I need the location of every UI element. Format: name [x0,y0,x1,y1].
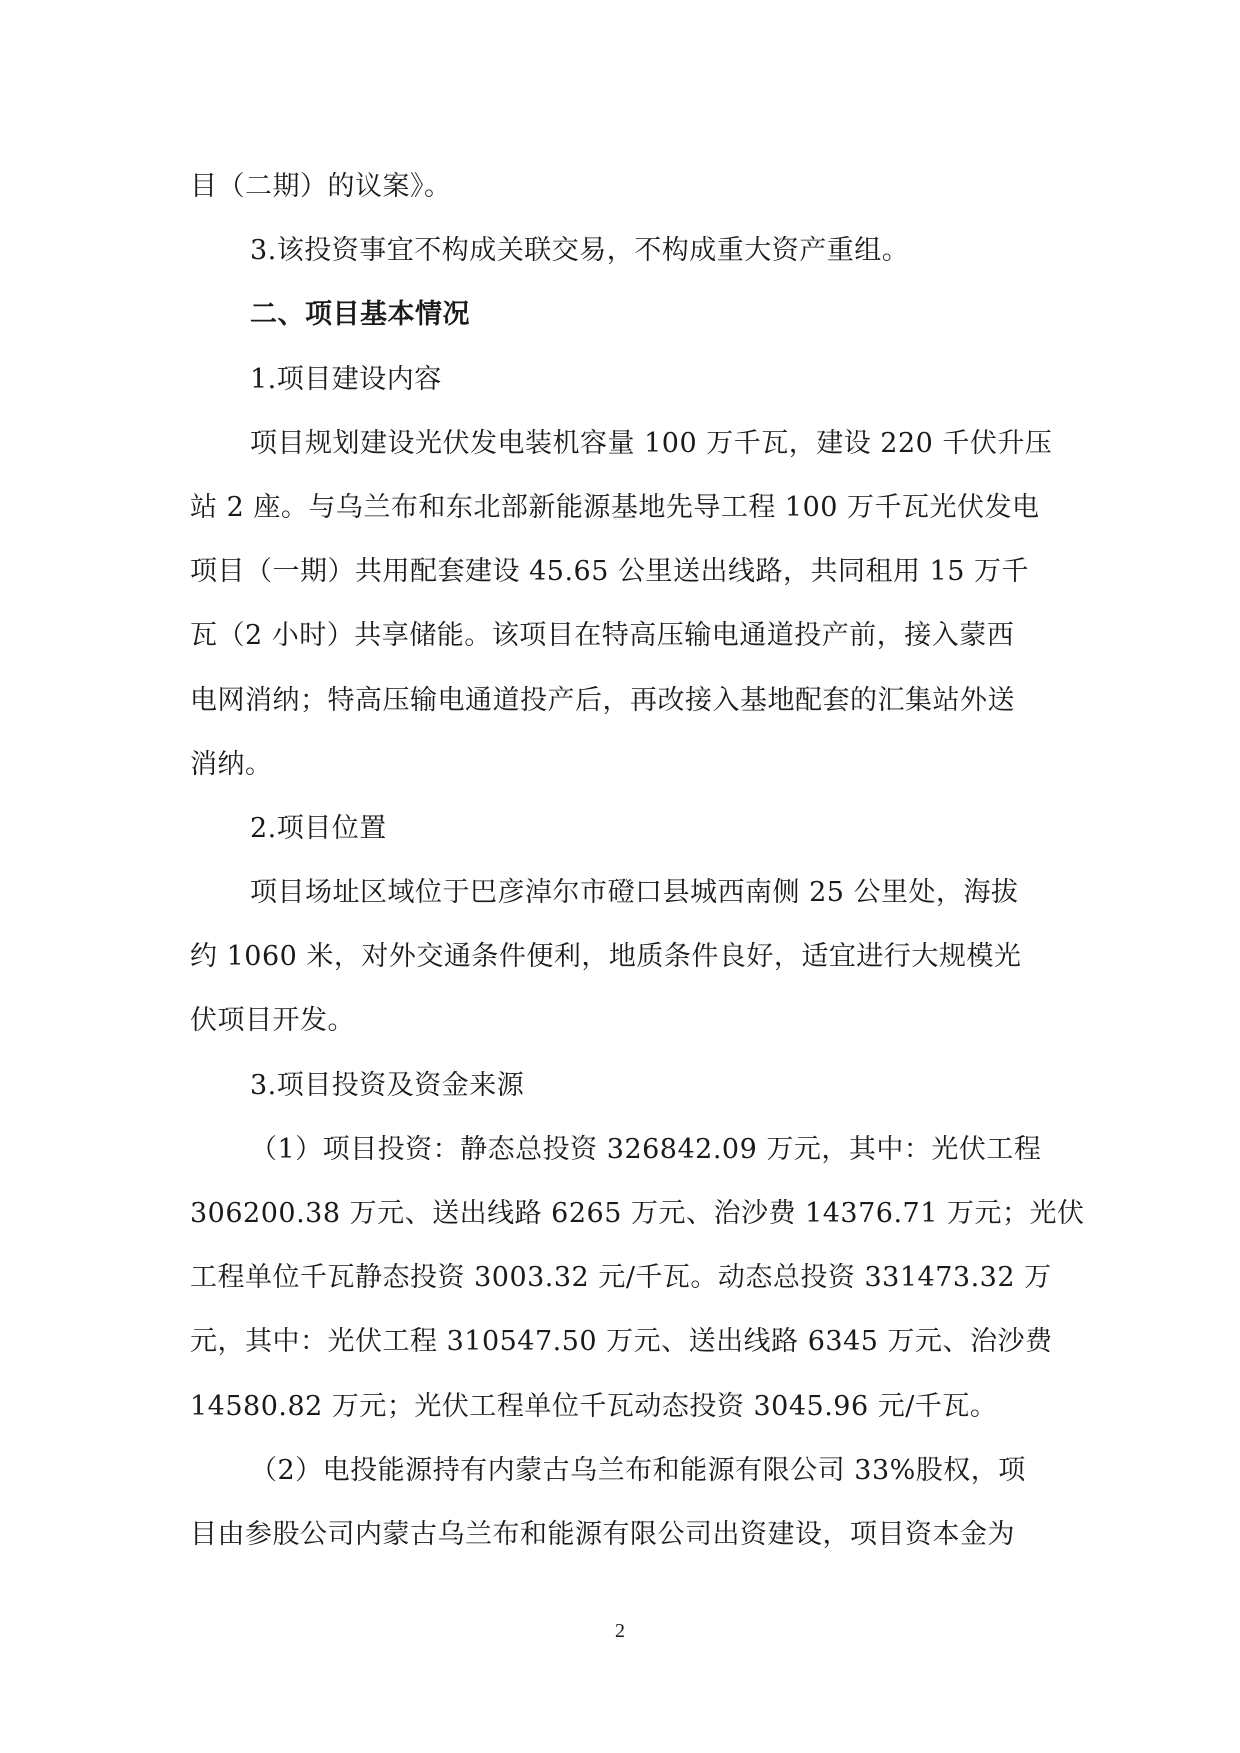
paragraph-line: 站 2 座。与乌兰布和东北部新能源基地先导工程 100 万千瓦光伏发电 [190,491,1040,523]
document-body [190,155,1085,1567]
subsection-heading: 2.项目位置 [250,812,387,844]
paragraph-line: 电网消纳；特高压输电通道投产后，再改接入基地配套的汇集站外送 [190,684,1015,716]
page-number: 2 [615,1620,625,1642]
paragraph-line: 目（二期）的议案》。 [190,171,452,202]
paragraph-line: （1）项目投资：静态总投资 326842.09 万元，其中：光伏工程 [250,1133,1042,1165]
paragraph-line: 伏项目开发。 [190,1005,355,1037]
paragraph-line: 瓦（2 小时）共享储能。该项目在特高压输电通道投产前，接入蒙西 [190,620,1015,652]
paragraph-line: 14580.82 万元；光伏工程单位千瓦动态投资 3045.96 元/千瓦。 [190,1390,998,1422]
subsection-heading: 1.项目建设内容 [250,363,442,395]
paragraph-line: 目由参股公司内蒙古乌兰布和能源有限公司出资建设，项目资本金为 [190,1518,1015,1550]
paragraph-line: 项目规划建设光伏发电装机容量 100 万千瓦，建设 220 千伏升压 [250,427,1053,459]
subsection-heading: 3.项目投资及资金来源 [250,1069,525,1101]
paragraph-line: 元，其中：光伏工程 310547.50 万元、送出线路 6345 万元、治沙费 [190,1326,1053,1358]
paragraph-line: （2）电投能源持有内蒙古乌兰布和能源有限公司 33%股权，项 [250,1454,1026,1486]
section-heading: 二、项目基本情况 [250,299,470,331]
paragraph-line: 工程单位千瓦静态投资 3003.32 元/千瓦。动态总投资 331473.32 万 [190,1262,1052,1294]
paragraph-line: 约 1060 米，对外交通条件便利，地质条件良好，适宜进行大规模光 [190,941,1022,973]
paragraph-line: 消纳。 [190,748,273,780]
paragraph-line: 3.该投资事宜不构成关联交易，不构成重大资产重组。 [250,235,910,267]
paragraph-line: 项目（一期）共用配套建设 45.65 公里送出线路，共同租用 15 万千 [190,556,1029,588]
paragraph-line: 306200.38 万元、送出线路 6265 万元、治沙费 14376.71 万元；光伏 [190,1198,1085,1229]
paragraph-line: 项目场址区域位于巴彦淖尔市磴口县城西南侧 25 公里处，海拔 [250,877,1019,909]
